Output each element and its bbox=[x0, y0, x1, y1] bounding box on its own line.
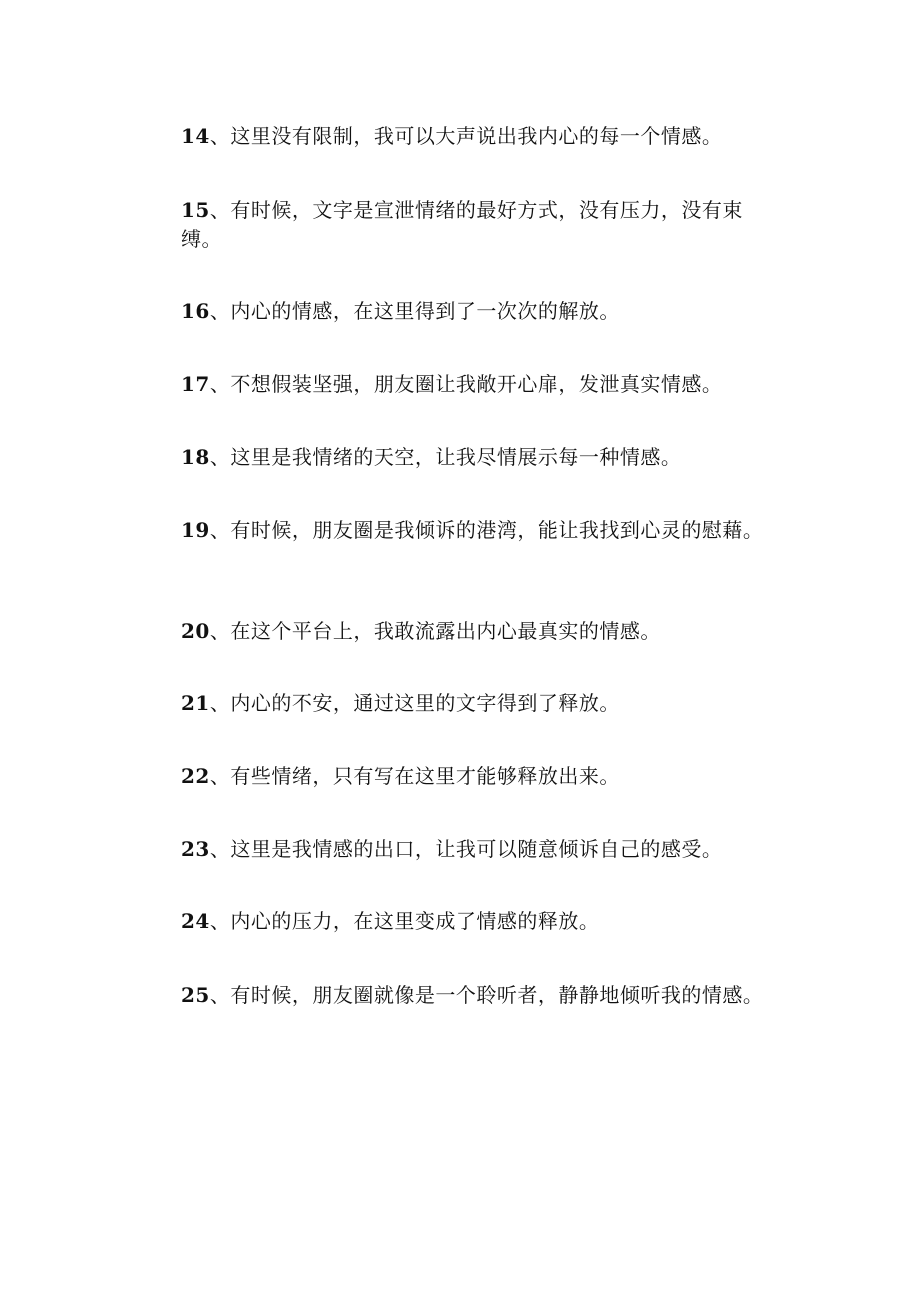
item-text: 、内心的情感，在这里得到了一次次的解放。 bbox=[209, 299, 620, 323]
item-text: 、内心的压力，在这里变成了情感的释放。 bbox=[209, 909, 600, 933]
item-number: 17 bbox=[181, 372, 210, 396]
item-number: 22 bbox=[181, 764, 210, 788]
item-number: 24 bbox=[181, 909, 210, 933]
list-item bbox=[181, 835, 781, 864]
list-item bbox=[181, 907, 781, 936]
item-text: 、有时候，文字是宣泄情绪的最好方式，没有压力，没有束缚。 bbox=[181, 198, 743, 251]
list-item bbox=[181, 617, 781, 646]
item-number: 25 bbox=[181, 983, 210, 1007]
item-text: 、不想假装坚强，朋友圈让我敞开心扉，发泄真实情感。 bbox=[209, 372, 723, 396]
list-item bbox=[181, 443, 781, 472]
item-text: 、这里是我情绪的天空，让我尽情展示每一种情感。 bbox=[209, 445, 682, 469]
item-number: 21 bbox=[181, 691, 210, 715]
item-number: 23 bbox=[181, 837, 210, 861]
item-number: 18 bbox=[181, 445, 210, 469]
list-item bbox=[181, 196, 781, 254]
list-item bbox=[181, 689, 781, 718]
item-text: 、有时候，朋友圈就像是一个聆听者，静静地倾听我的情感。 bbox=[209, 983, 764, 1007]
list-item bbox=[181, 370, 781, 399]
item-text: 、有时候，朋友圈是我倾诉的港湾，能让我找到心灵的慰藉。 bbox=[209, 518, 764, 542]
item-text: 、这里是我情感的出口，让我可以随意倾诉自己的感受。 bbox=[209, 837, 723, 861]
item-number: 14 bbox=[181, 124, 210, 148]
list-item bbox=[181, 762, 781, 791]
item-number: 19 bbox=[181, 518, 210, 542]
item-number: 16 bbox=[181, 299, 210, 323]
list-item bbox=[181, 297, 781, 326]
item-text: 、内心的不安，通过这里的文字得到了释放。 bbox=[209, 691, 620, 715]
list-item bbox=[181, 981, 781, 1010]
list-item bbox=[181, 122, 781, 151]
item-text: 、这里没有限制，我可以大声说出我内心的每一个情感。 bbox=[209, 124, 723, 148]
item-number: 15 bbox=[181, 198, 210, 222]
list-item bbox=[181, 516, 781, 545]
item-number: 20 bbox=[181, 619, 210, 643]
item-text: 、有些情绪，只有写在这里才能够释放出来。 bbox=[209, 764, 620, 788]
item-text: 、在这个平台上，我敢流露出内心最真实的情感。 bbox=[209, 619, 661, 643]
